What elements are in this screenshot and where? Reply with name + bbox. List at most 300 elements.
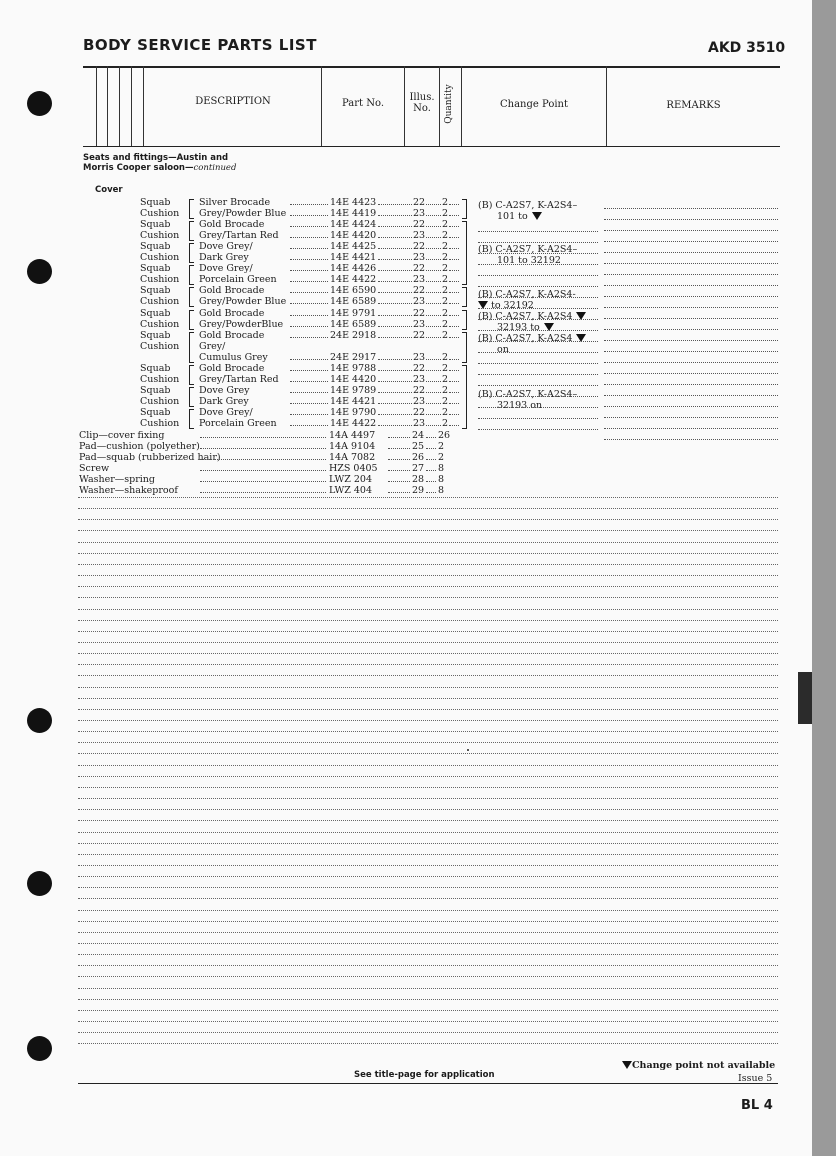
blank-line [78,597,778,598]
blank-line [78,631,778,632]
row-label: Squab [140,197,171,208]
leader-dots [426,437,436,438]
quantity: 2 [442,252,449,264]
blank-line [78,887,778,888]
quantity: 2 [442,418,449,429]
table-row [0,374,480,385]
change-point-continued [497,344,509,355]
leader-dots [426,392,441,393]
part-number: 14E 6589 [330,296,377,308]
change-point-fill-line [478,264,598,265]
quantity: 2 [442,406,449,418]
illus-number: 22 [413,307,426,319]
quantity: 2 [442,351,449,363]
header-bottom-rule [83,146,780,147]
part-number: 14E 9789 [330,384,377,396]
remarks-fill-line [604,208,778,209]
table-row [0,385,480,396]
punch-hole [27,259,52,284]
quantity: 2 [442,296,449,308]
blank-line [78,976,778,977]
leader-dots [449,403,459,404]
change-point-triangle-icon [622,1061,632,1069]
row-label: Squab [140,285,171,297]
part-number: 14E 4420 [330,373,377,385]
row-description: Silver Brocade [199,197,271,208]
blank-line [78,776,778,777]
leader-dots [290,359,328,360]
leader-dots [378,337,412,338]
left-bracket [189,287,194,307]
page-number: BL 4 [741,1098,773,1113]
part-number: 14E 4423 [330,197,377,208]
blank-line [78,921,778,922]
illus-number: 22 [413,285,426,297]
blank-line [78,698,778,699]
blank-line [78,731,778,732]
change-point-fill-line [478,253,598,254]
change-point-continued [497,400,542,411]
illus-number: 29 [412,485,425,497]
leader-dots [449,303,459,304]
blank-line [78,530,778,531]
leader-dots [449,337,459,338]
table-row [0,463,480,474]
change-point-text: to 32192 [491,300,534,311]
illus-number: 22 [413,329,426,341]
change-point [478,389,577,400]
change-point-fill-line [478,242,598,243]
leader-dots [426,315,441,316]
section-heading-line1: Seats and fittings—Austin and [83,153,229,163]
row-description: Pad—squab (rubberized hair) [79,452,221,464]
table-row [0,197,480,208]
header-divider [119,66,120,146]
part-number: 14E 4421 [330,252,377,264]
row-label: Squab [140,307,171,319]
leader-dots [290,315,328,316]
row-description: Dove Grey/ [199,241,253,253]
leader-dots [426,381,441,382]
blank-line [78,653,778,654]
blank-line [78,965,778,966]
leader-dots [378,259,412,260]
remarks-fill-line [604,263,778,264]
blank-line [78,742,778,743]
leader-dots [378,292,412,293]
leader-dots [426,370,441,371]
change-point-continued [478,300,534,311]
leader-dots [426,359,441,360]
left-bracket [189,310,194,330]
part-number: 14E 4421 [330,395,377,407]
leader-dots [200,470,326,471]
blank-line [78,988,778,989]
leader-dots [426,459,436,460]
blank-line [78,753,778,754]
quantity: 8 [438,485,445,497]
part-number: 14A 9104 [329,441,376,453]
row-label: Squab [140,219,171,231]
leader-dots [378,392,412,393]
right-bracket [462,221,467,285]
leader-dots [378,281,412,282]
blank-line [78,809,778,810]
right-bracket [462,287,467,307]
header-divider [96,66,97,146]
blank-line [78,1010,778,1011]
blank-line [78,675,778,676]
page-edge [812,0,836,1156]
leader-dots [290,303,328,304]
leader-dots [449,370,459,371]
row-label: Squab [140,362,171,374]
change-point-continued [497,211,542,222]
leader-dots [449,215,459,216]
row-description: Gold Brocade [199,329,265,341]
quantity: 2 [442,274,449,286]
table-row [0,441,480,452]
blank-line [78,1032,778,1033]
quantity: 2 [442,241,449,253]
part-number: 24E 2917 [330,351,377,363]
table-row [0,263,480,274]
part-number: 14E 6589 [330,318,377,330]
blank-line [78,687,778,688]
right-bracket [462,310,467,330]
table-row [0,296,480,307]
illus-number: 22 [413,362,426,374]
illus-number: 22 [413,241,426,253]
leader-dots [290,292,328,293]
table-row [0,308,480,319]
leader-dots [449,392,459,393]
leader-dots [388,459,410,460]
change-point-fill-line [478,385,598,386]
right-bracket [462,332,467,363]
row-label: Squab [140,329,171,341]
table-row [0,452,480,463]
leader-dots [449,204,459,205]
leader-dots [290,381,328,382]
row-description: Screw [79,463,110,475]
row-label: Squab [140,241,171,253]
part-number: LWZ 404 [329,485,373,497]
quantity: 2 [442,208,449,220]
remarks-fill-line [604,329,778,330]
table-row [0,474,480,485]
leader-dots [290,270,328,271]
row-label: Cushion [140,373,180,385]
change-point-fill-line [478,275,598,276]
illus-number: 23 [413,395,426,407]
change-point-text: 101 to [497,211,528,222]
illus-number: 25 [412,441,425,453]
illus-number: 26 [412,452,425,464]
change-point-text: on [497,344,509,355]
leader-dots [449,414,459,415]
part-number: HZS 0405 [329,463,378,475]
leader-dots [378,270,412,271]
illus-number: 28 [412,474,425,486]
col-header-change-point: Change Point [500,99,568,110]
part-number: 14E 4422 [330,274,377,286]
quantity: 26 [438,430,451,441]
illus-number: 23 [413,318,426,330]
change-point-continued [497,322,554,333]
remarks-fill-line [604,351,778,352]
left-bracket [189,409,194,429]
leader-dots [449,259,459,260]
leader-dots [449,281,459,282]
leader-dots [449,226,459,227]
leader-dots [378,326,412,327]
section-continued: continued [193,163,237,173]
leader-dots [449,381,459,382]
quantity: 2 [442,395,449,407]
right-bracket [462,199,467,219]
row-description: Gold Brocade [199,307,265,319]
leader-dots [426,481,436,482]
leader-dots [290,414,328,415]
illus-number: 23 [413,296,426,308]
table-row [0,252,480,263]
row-description: Grey/Powder Blue [199,296,287,308]
subsection-heading: Cover [95,185,123,195]
header-divider [439,66,440,146]
row-description: Cumulus Grey [199,351,268,363]
leader-dots [290,204,328,205]
blank-line [78,642,778,643]
blank-line [78,798,778,799]
leader-dots [378,237,412,238]
row-description: Gold Brocade [199,219,265,231]
row-label: Cushion [140,318,180,330]
blank-line [78,787,778,788]
table-row [0,219,480,230]
leader-dots [290,237,328,238]
leader-dots [200,448,326,449]
change-point-text: (B) C-A2S7, K-A2S4– [478,200,578,211]
row-label: Squab [140,384,171,396]
table-row [0,407,480,418]
change-point [478,289,576,300]
leader-dots [426,248,441,249]
punch-hole [27,91,52,116]
row-description: Dove Grey/ [199,406,253,418]
remarks-fill-line [604,252,778,253]
blank-line [78,832,778,833]
remarks-fill-line [604,428,778,429]
footer-rule [78,1083,778,1084]
change-point-fill-line [478,374,598,375]
leader-dots [449,248,459,249]
blank-line [78,542,778,543]
blank-line [78,910,778,911]
row-description: Grey/Tartan Red [199,373,279,385]
part-number: 14E 6590 [330,285,377,297]
illus-number: 23 [413,252,426,264]
row-description: Grey/ [199,340,226,352]
blank-line [78,999,778,1000]
leader-dots [378,315,412,316]
row-description: Washer—shakeproof [79,485,178,497]
table-row [0,274,480,285]
blank-line [78,898,778,899]
footer-note [622,1060,775,1071]
remarks-fill-line [604,373,778,374]
change-point-text: (B) C-A2S7, K-A2S4 [478,311,573,322]
leader-dots [426,337,441,338]
change-point-fill-line [478,319,598,320]
illus-number: 24 [412,430,425,441]
blank-line [78,943,778,944]
blank-line [78,1021,778,1022]
table-row [0,485,480,496]
leader-dots [378,359,412,360]
row-label: Cushion [140,274,180,286]
remarks-fill-line [604,417,778,418]
col-header-quantity: Quantity [444,84,454,124]
change-point-fill-line [478,308,598,309]
row-description: Gold Brocade [199,285,265,297]
change-point-fill-line [478,363,598,364]
table-row [0,208,480,219]
leader-dots [378,414,412,415]
leader-dots [200,437,326,438]
part-number: 24E 2918 [330,329,377,341]
col-header-illus-no: No. [413,103,431,114]
illus-number: 22 [413,263,426,275]
row-description: Grey/Powder Blue [199,208,287,220]
quantity: 8 [438,463,445,475]
leader-dots [449,425,459,426]
illus-number: 23 [413,418,426,429]
leader-dots [290,215,328,216]
part-number: 14E 9788 [330,362,377,374]
quantity: 2 [442,329,449,341]
quantity: 2 [442,307,449,319]
leader-dots [426,470,436,471]
leader-dots [426,403,441,404]
blank-line [78,765,778,766]
table-row [0,341,480,352]
table-row [0,330,480,341]
blank-line [78,508,778,509]
leader-dots [426,448,436,449]
leader-dots [426,270,441,271]
speck [467,749,469,751]
quantity: 2 [442,230,449,242]
blank-line [78,553,778,554]
blank-line [78,519,778,520]
leader-dots [426,237,441,238]
part-number: 14A 7082 [329,452,376,464]
col-header-description: DESCRIPTION [195,96,271,107]
leader-dots [426,292,441,293]
part-number: LWZ 204 [329,474,373,486]
blank-line [78,843,778,844]
leader-dots [388,437,410,438]
part-number: 14E 4425 [330,241,377,253]
remarks-fill-line [604,230,778,231]
change-point-text: (B) C-A2S7, K-A2S4 [478,333,573,344]
quantity: 2 [438,452,445,464]
part-number: 14E 9791 [330,307,377,319]
part-number: 14E 4426 [330,263,377,275]
row-description: Gold Brocade [199,362,265,374]
row-label: Cushion [140,340,180,352]
table-row [0,285,480,296]
row-description: Grey/PowderBlue [199,318,284,330]
leader-dots [378,370,412,371]
leader-dots [290,425,328,426]
page-title: BODY SERVICE PARTS LIST [83,36,317,54]
left-bracket [189,221,194,241]
part-number: 14E 4424 [330,219,377,231]
blank-line [78,586,778,587]
illus-number: 22 [413,219,426,231]
leader-dots [290,281,328,282]
remarks-fill-line [604,307,778,308]
part-number: 14E 9790 [330,406,377,418]
leader-dots [426,303,441,304]
leader-dots [449,315,459,316]
section-heading-line2: Morris Cooper saloon— [83,163,194,173]
table-row [0,230,480,241]
blank-line [78,620,778,621]
remarks-fill-line [604,406,778,407]
remarks-fill-line [604,362,778,363]
left-bracket [189,243,194,263]
change-point-text: 32193 to [497,322,540,333]
change-point-fill-line [478,297,598,298]
remarks-fill-line [604,318,778,319]
remarks-fill-line [604,285,778,286]
remarks-fill-line [604,241,778,242]
row-description: Dove Grey [199,384,250,396]
change-point-triangle-icon [532,212,542,220]
leader-dots [290,326,328,327]
quantity: 2 [442,263,449,275]
change-point-text: 101 to 32192 [497,255,561,266]
leader-dots [378,381,412,382]
change-point-fill-line [478,231,598,232]
illus-number: 22 [413,384,426,396]
quantity: 2 [442,219,449,231]
blank-line [78,865,778,866]
quantity: 2 [442,197,449,208]
punch-hole [27,871,52,896]
remarks-fill-line [604,395,778,396]
leader-dots [449,237,459,238]
leader-dots [449,359,459,360]
leader-dots [426,281,441,282]
change-point-text: 32193 on [497,400,543,411]
blank-line [78,954,778,955]
blank-line [78,820,778,821]
leader-dots [378,425,412,426]
quantity: 2 [438,441,445,453]
blank-line [78,497,778,498]
leader-dots [378,215,412,216]
blank-line [78,664,778,665]
change-point-fill-line [478,341,598,342]
illus-number: 23 [413,373,426,385]
row-description: Porcelain Green [199,418,277,429]
illus-number: 23 [413,208,426,220]
leader-dots [388,470,410,471]
